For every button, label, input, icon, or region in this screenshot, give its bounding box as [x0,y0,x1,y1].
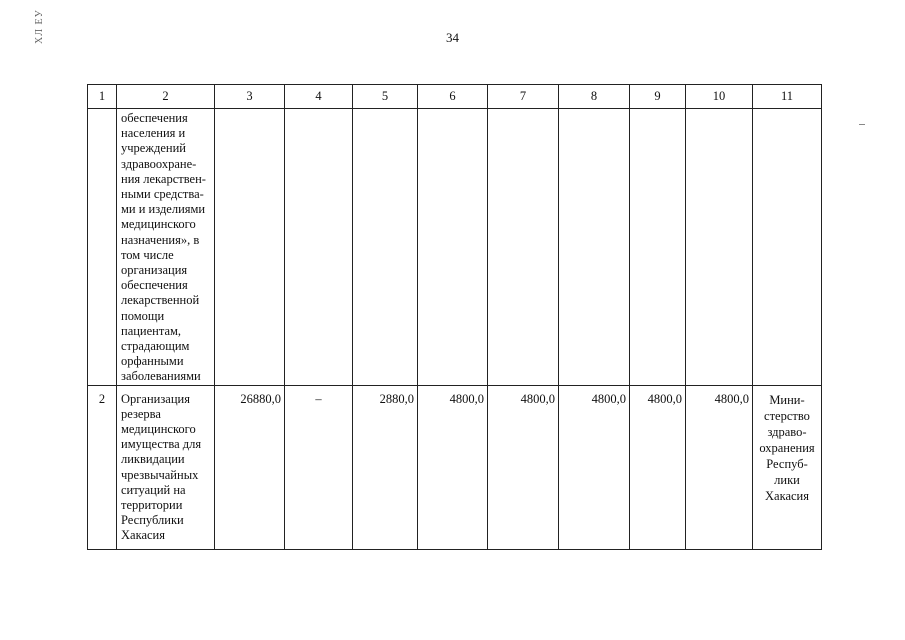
value-cell: 4800,0 [686,385,753,549]
header-cell: 9 [630,85,686,109]
page-number: 34 [446,30,459,45]
measure-name-cell: Организация резерва медицинского имущества для ликвидации чрезвычайных ситуаций на территории Республики Хакасия [117,385,215,549]
table-header-row [88,85,822,109]
empty-cell [488,109,559,386]
header-cell: 2 [117,85,215,109]
table-row [88,109,822,386]
value-cell: 4800,0 [630,385,686,549]
empty-cell [559,109,630,386]
empty-cell [753,109,822,386]
header-cell: 11 [753,85,822,109]
value-cell: 4800,0 [488,385,559,549]
empty-cell [418,109,488,386]
empty-cell [630,109,686,386]
margin-dash [859,124,865,125]
empty-cell [686,109,753,386]
total-cell: 26880,0 [215,385,285,549]
value-cell: 4800,0 [559,385,630,549]
header-cell: 8 [559,85,630,109]
value-cell: 2880,0 [353,385,418,549]
value-cell: 4800,0 [418,385,488,549]
empty-cell [353,109,418,386]
header-cell: 4 [285,85,353,109]
executor-cell: Мини-стерство здраво-охранения Респуб-лики Хакасия [753,385,822,549]
measure-name-cell: обеспечения населения и учреждений здравоохране-ния лекарствен-ными средства-ми и изделиями медицинского назначения», в том числе организация обеспечения лекарственной помощи пациентам, страдающим орфанными заболеваниями [117,109,215,386]
header-cell: 5 [353,85,418,109]
empty-cell [285,109,353,386]
table-row [88,385,822,549]
value-cell: – [285,385,353,549]
side-margin-mark: ХЛ ЕУ [34,9,45,44]
header-cell: 6 [418,85,488,109]
header-cell: 3 [215,85,285,109]
row-number-cell [88,109,117,386]
program-table [87,84,822,550]
row-number-cell: 2 [88,385,117,549]
header-cell: 10 [686,85,753,109]
empty-cell [215,109,285,386]
header-cell: 7 [488,85,559,109]
header-cell: 1 [88,85,117,109]
